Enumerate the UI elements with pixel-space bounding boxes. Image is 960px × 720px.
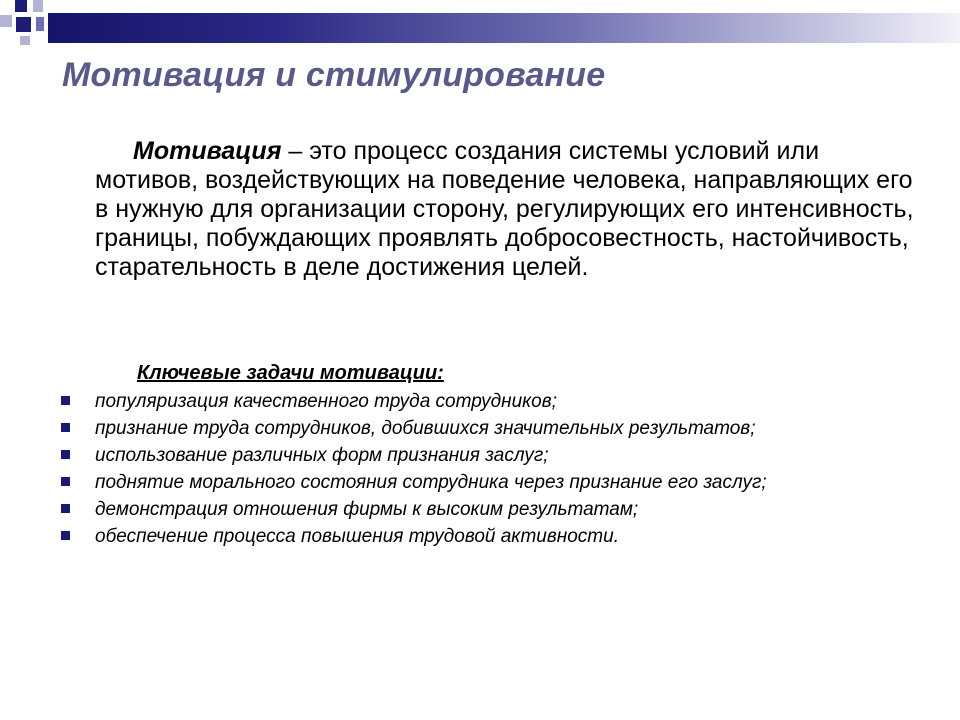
list-item-text: демонстрация отношения фирмы к высоким результатам; (95, 499, 639, 520)
list-item (0, 471, 880, 494)
decor-square (16, 17, 31, 32)
decor-square (33, 0, 43, 12)
tasks-list (0, 390, 880, 552)
list-item-text: использование различных форм признания заслуг; (95, 445, 549, 466)
definition-term: Мотивация (133, 137, 282, 165)
list-item-text: признание труда сотрудников, добившихся значительных результатов; (95, 418, 756, 439)
square-bullet-icon (61, 423, 70, 432)
square-bullet-icon (61, 531, 70, 540)
square-bullet-icon (61, 396, 70, 405)
square-bullet-icon (61, 504, 70, 513)
square-bullet-icon (61, 477, 70, 486)
list-item (0, 444, 880, 467)
header-gradient-bar (48, 13, 960, 43)
definition-paragraph (95, 137, 915, 282)
decor-square (15, 0, 27, 12)
list-item (0, 390, 880, 413)
tasks-heading: Ключевые задачи мотивации: (137, 362, 444, 384)
decor-square (0, 15, 12, 27)
decor-square (36, 17, 44, 31)
square-bullet-icon (61, 450, 70, 459)
list-item-text: обеспечение процесса повышения трудовой активности. (95, 526, 619, 547)
list-item-text: популяризация качественного труда сотрудников; (95, 391, 557, 412)
list-item (0, 498, 880, 521)
decor-square (20, 36, 30, 45)
list-item-text: поднятие морального состояния сотрудника через признание его заслуг; (95, 472, 767, 493)
list-item (0, 525, 880, 548)
definition-text: – это процесс создания системы условий или мотивов, воздействующих на поведение человека, направляющих его в нужную для организации сторону, регулирующих его интенсивность, границы, побуждающих проявлять добросовестность, настойчивость, старательность в деле достижения целей. (95, 137, 914, 281)
list-item (0, 417, 880, 440)
slide-title: Мотивация и стимулирование (62, 56, 606, 94)
